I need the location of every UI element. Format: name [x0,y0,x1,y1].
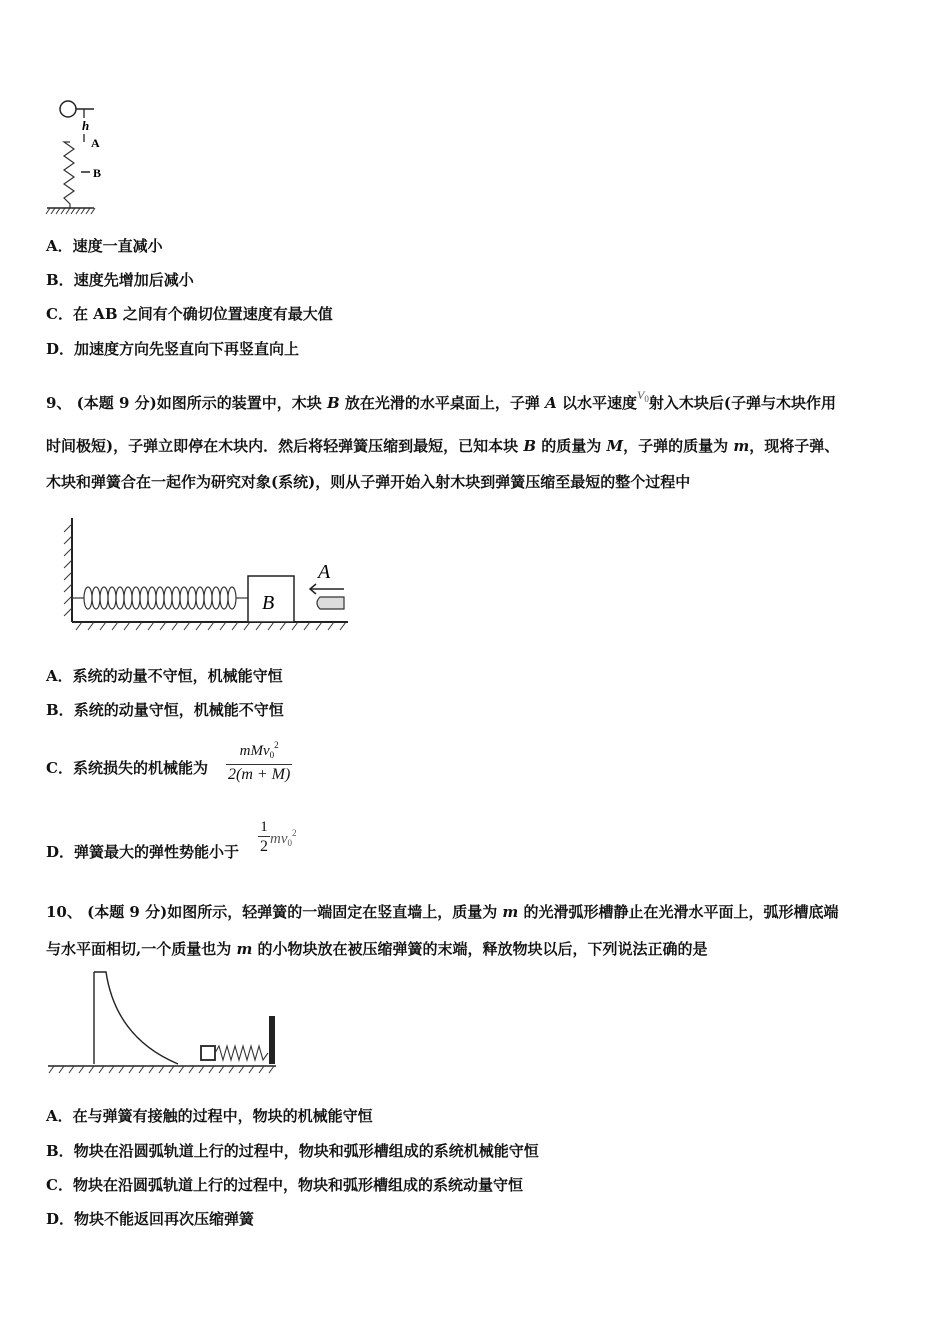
q8-option-d: D．加速度方向先竖直向下再竖直向上 [46,340,300,358]
label-h: h [82,118,90,133]
ball [60,101,76,117]
arc-slot-figure [44,968,284,1078]
q9-option-a: A．系统的动量不守恒，机械能守恒 [46,667,283,685]
q10-option-b: B．物块在沿圆弧轨道上行的过程中，物块和弧形槽组成的系统机械能守恒 [46,1142,539,1160]
spring-ball-figure [44,96,104,218]
block-bullet-figure [58,514,352,634]
q10-option-d: D．物块不能返回再次压缩弹簧 [46,1210,255,1228]
arc-slot [94,972,178,1064]
q9-option-c-fraction: $\frac{mMv_0^2}{2(m + M)}$ [226,736,292,785]
q8-option-c: C．在 AB 之间有个确切位置速度有最大值 [46,305,333,323]
small-block [201,1046,215,1060]
spring [64,142,74,208]
label-b: B [93,166,102,180]
q10-stem-line1: 10、 (本题 9 分)如图所示，轻弹簧的一端固定在竖直墙上，质量为 m 的光滑弧形槽静止在光滑水平面上，弧形槽底端 [46,903,839,921]
wall-right [269,1016,275,1064]
q9-stem-line3: 木块和弹簧合在一起作为研究对象(系统)，则从子弹开始入射木块到弹簧压缩至最短的整个过程中 [46,473,691,491]
q10-option-a: A．在与弹簧有接触的过程中，物块的机械能守恒 [46,1107,373,1125]
q10-stem-line2: 与水平面相切,一个质量也为 m 的小物块放在被压缩弹簧的末端，释放物块以后，下列说法正确的是 [46,940,708,958]
bullet-label-a: A [318,561,331,583]
coil-spring [72,587,248,609]
q9-option-d-expression: $\frac{1}{2}$ $mv_0^2$ [260,819,297,855]
q9-option-c: C．系统损失的机械能为 [46,759,208,777]
q9-stem-line2: 时间极短)，子弹立即停在木块内．然后将轻弹簧压缩到最短，已知本块 B 的质量为 M，子弹的质量为 m，现将子弹、 [46,437,840,455]
q8-option-b: B．速度先增加后减小 [46,271,194,289]
block-b-label: B [262,592,275,614]
q10-option-c: C．物块在沿圆弧轨道上行的过程中，物块和弧形槽组成的系统动量守恒 [46,1176,523,1194]
q9-option-d: D．弹簧最大的弹性势能小于 [46,843,240,861]
q8-option-a: A．速度一直减小 [46,237,163,255]
arrow-left-icon [310,584,344,594]
bullet [317,597,344,609]
q9-stem-line1: 9、 (本题 9 分)如图所示的装置中，木块 B 放在光滑的水平桌面上，子弹 A 以水平速度$^{V_0}$射入木块后(子弹与木块作用 [46,388,836,412]
q9-option-b: B．系统的动量守恒，机械能不守恒 [46,701,284,719]
compressed-spring [215,1046,268,1060]
label-a: A [91,136,100,150]
